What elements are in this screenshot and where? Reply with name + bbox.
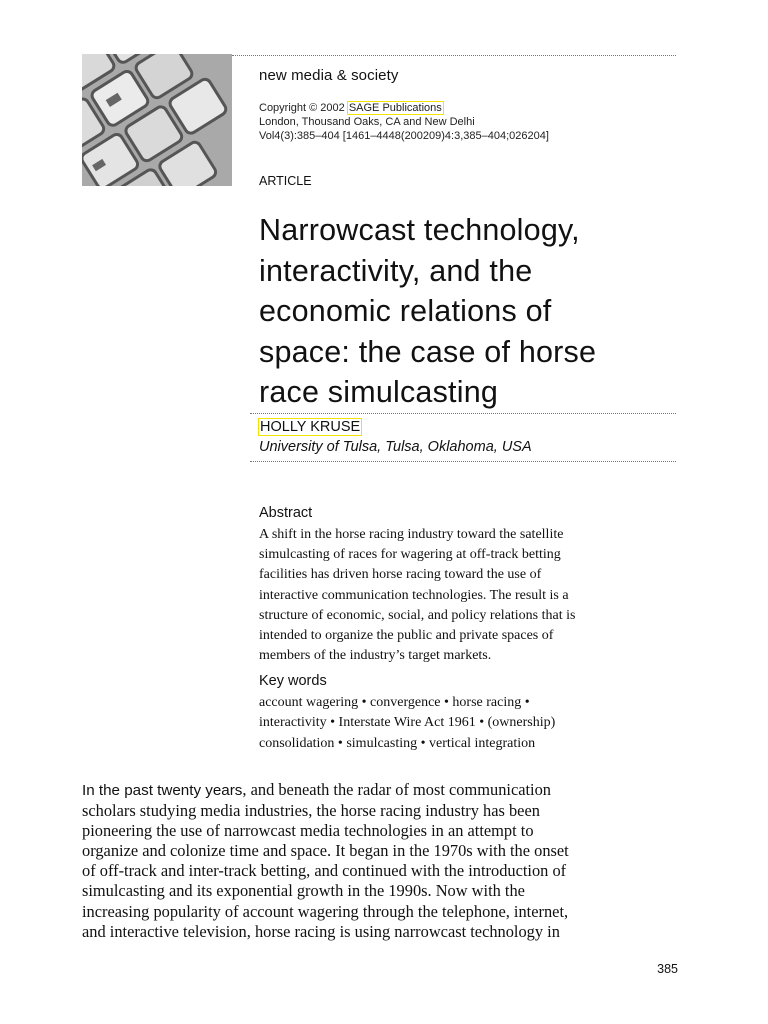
keywords-line: account wagering • convergence • horse racing • <box>259 695 530 710</box>
publisher-location: London, Thousand Oaks, CA and New Delhi <box>259 116 475 128</box>
body-line: pioneering the use of narrowcast media technologies in an attempt to <box>82 821 534 841</box>
abstract-line: intended to organize the public and private spaces of <box>259 628 554 644</box>
author-affiliation: University of Tulsa, Tulsa, Oklahoma, USA <box>259 439 532 455</box>
body-text <box>82 780 682 942</box>
keyboard-photo <box>82 54 232 186</box>
journal-name: new media & society <box>259 67 399 84</box>
title-line: interactivity, and the <box>259 253 533 288</box>
author-rule-top <box>250 413 676 414</box>
title-line: economic relations of <box>259 294 552 328</box>
author-name-link[interactable]: HOLLY KRUSE <box>260 419 361 435</box>
article-title <box>259 210 679 413</box>
citation-info: Vol4(3):385–404 [1461–4448(200209)4:3,385–404;026204] <box>259 130 549 142</box>
keywords-text <box>259 693 555 754</box>
section-label: ARTICLE <box>259 174 312 188</box>
body-line <box>82 780 682 801</box>
body-line: increasing popularity of account wagering through the telephone, internet, <box>82 901 569 921</box>
publication-info <box>259 101 549 143</box>
abstract-line: A shift in the horse racing industry toward the satellite <box>259 527 564 542</box>
body-line: and interactive television, horse racing is using narrowcast technology in <box>82 921 560 941</box>
keywords-line: interactivity • Interstate Wire Act 1961 • (ownership) <box>259 715 556 731</box>
page-number: 385 <box>657 962 678 976</box>
author-rule-bottom <box>250 461 676 462</box>
abstract-text <box>259 525 649 666</box>
publisher-link[interactable]: SAGE Publications <box>348 102 442 114</box>
keywords-line: consolidation • simulcasting • vertical integration <box>259 735 536 751</box>
title-line: space: the case of horse <box>259 334 597 369</box>
body-line: simulcasting and its exponential growth in the 1990s. Now with the <box>82 881 525 901</box>
top-rule <box>232 55 676 56</box>
body-first-line: , and beneath the radar of most communication <box>242 780 551 799</box>
abstract-line: facilities has driven horse racing toward the use of <box>259 567 542 583</box>
abstract-line: members of the industry’s target markets. <box>259 648 492 664</box>
abstract-line: structure of economic, social, and policy relations that is <box>259 607 576 623</box>
abstract-line: simulcasting of races for wagering at off-track betting <box>259 547 561 563</box>
abstract-heading: Abstract <box>259 505 313 521</box>
title-line: Narrowcast technology, <box>259 213 580 247</box>
keywords-heading: Key words <box>259 673 327 689</box>
copyright-notice: Copyright © 2002 <box>259 102 345 114</box>
body-line: scholars studying media industries, the horse racing industry has been <box>82 801 540 821</box>
body-line: of off-track and inter-track betting, and continued with the introduction of <box>82 861 567 881</box>
body-line: organize and colonize time and space. It began in the 1970s with the onset <box>82 841 569 861</box>
abstract-line: interactive communication technologies. The result is a <box>259 587 569 603</box>
title-line: race simulcasting <box>259 375 499 409</box>
body-lead-in: In the past twenty years <box>82 782 243 799</box>
